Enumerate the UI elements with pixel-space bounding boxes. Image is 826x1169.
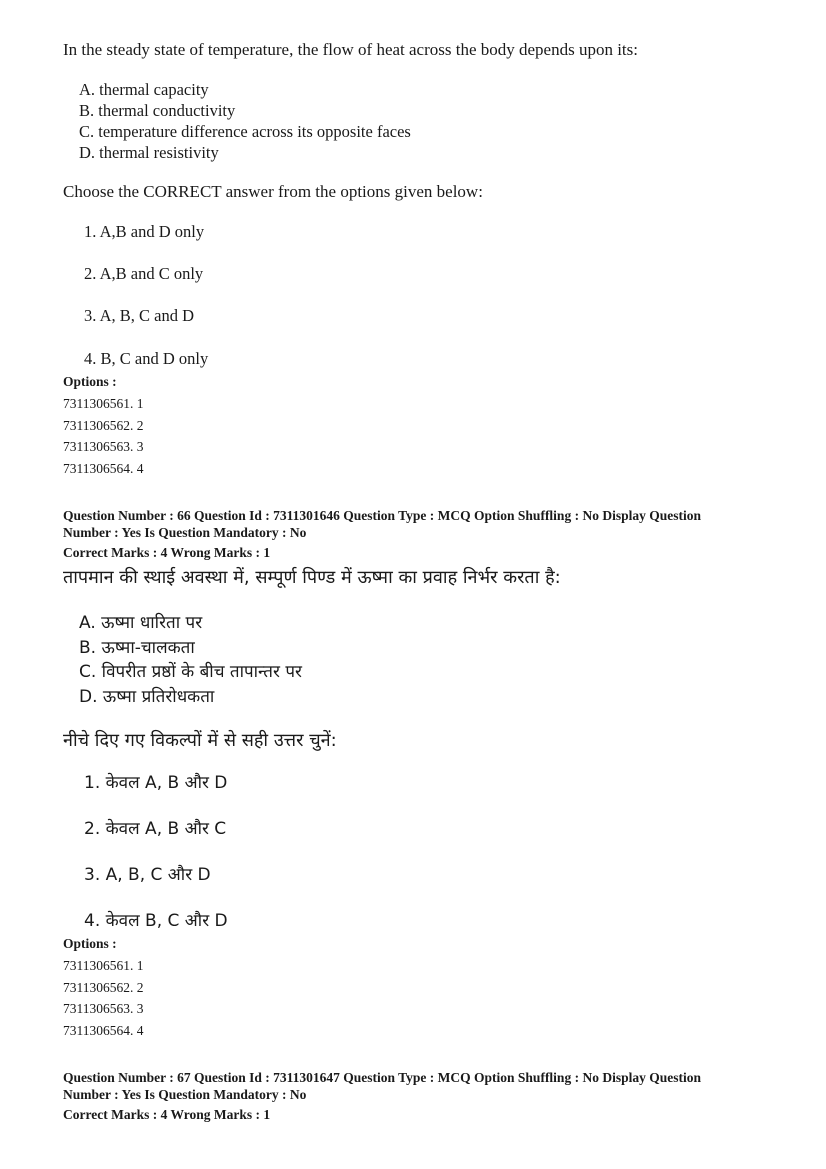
option-id-2: 7311306562. 2: [63, 418, 144, 433]
marks-line: Correct Marks : 4 Wrong Marks : 1: [63, 545, 271, 560]
question-meta-line: Number : Yes Is Question Mandatory : No: [63, 525, 307, 540]
question-stem-hindi: तापमान की स्थाई अवस्था में, सम्पूर्ण पिण्ड में ऊष्मा का प्रवाह निर्भर करता है:: [63, 567, 561, 588]
option-id-1: 7311306561. 1: [63, 958, 144, 973]
statement-c: C. विपरीत प्रष्ठों के बीच तापान्तर पर: [79, 662, 302, 682]
statement-c: C. temperature difference across its opposite faces: [79, 122, 411, 141]
statement-a: A. ऊष्मा धारिता पर: [79, 613, 203, 633]
option-id-4: 7311306564. 4: [63, 1023, 144, 1038]
option-id-3: 7311306563. 3: [63, 1001, 144, 1016]
option-id-3: 7311306563. 3: [63, 439, 144, 454]
options-label: Options :: [63, 936, 117, 951]
question-meta-line: Question Number : 66 Question Id : 7311301646 Question Type : MCQ Option Shuffling : No Display Question: [63, 508, 701, 523]
answer-choice-4: 4. B, C and D only: [84, 349, 209, 368]
answer-choice-1: 1. केवल A, B और D: [84, 773, 228, 793]
answer-choice-3: 3. A, B, C और D: [84, 865, 211, 885]
answer-choice-4: 4. केवल B, C और D: [84, 911, 228, 931]
statement-a: A. thermal capacity: [79, 80, 209, 99]
question-meta-line: Number : Yes Is Question Mandatory : No: [63, 1087, 307, 1102]
answer-choice-2: 2. A,B and C only: [84, 264, 204, 283]
statement-d: D. ऊष्मा प्रतिरोधकता: [79, 687, 215, 707]
marks-line: Correct Marks : 4 Wrong Marks : 1: [63, 1107, 271, 1122]
question-meta-line: Question Number : 67 Question Id : 7311301647 Question Type : MCQ Option Shuffling : No Display Question: [63, 1070, 701, 1085]
answer-choice-1: 1. A,B and D only: [84, 222, 205, 241]
instruction: Choose the CORRECT answer from the options given below:: [63, 182, 483, 201]
statement-d: D. thermal resistivity: [79, 143, 219, 162]
instruction-hindi: नीचे दिए गए विकल्पों में से सही उत्तर चुनें:: [63, 730, 337, 751]
question-stem: In the steady state of temperature, the flow of heat across the body depends upon its:: [63, 40, 638, 59]
options-label: Options :: [63, 374, 117, 389]
answer-choice-2: 2. केवल A, B और C: [84, 819, 227, 839]
statement-b: B. ऊष्मा-चालकता: [79, 638, 195, 658]
statement-b: B. thermal conductivity: [79, 101, 236, 120]
option-id-1: 7311306561. 1: [63, 396, 144, 411]
option-id-4: 7311306564. 4: [63, 461, 144, 476]
option-id-2: 7311306562. 2: [63, 980, 144, 995]
answer-choice-3: 3. A, B, C and D: [84, 306, 195, 325]
